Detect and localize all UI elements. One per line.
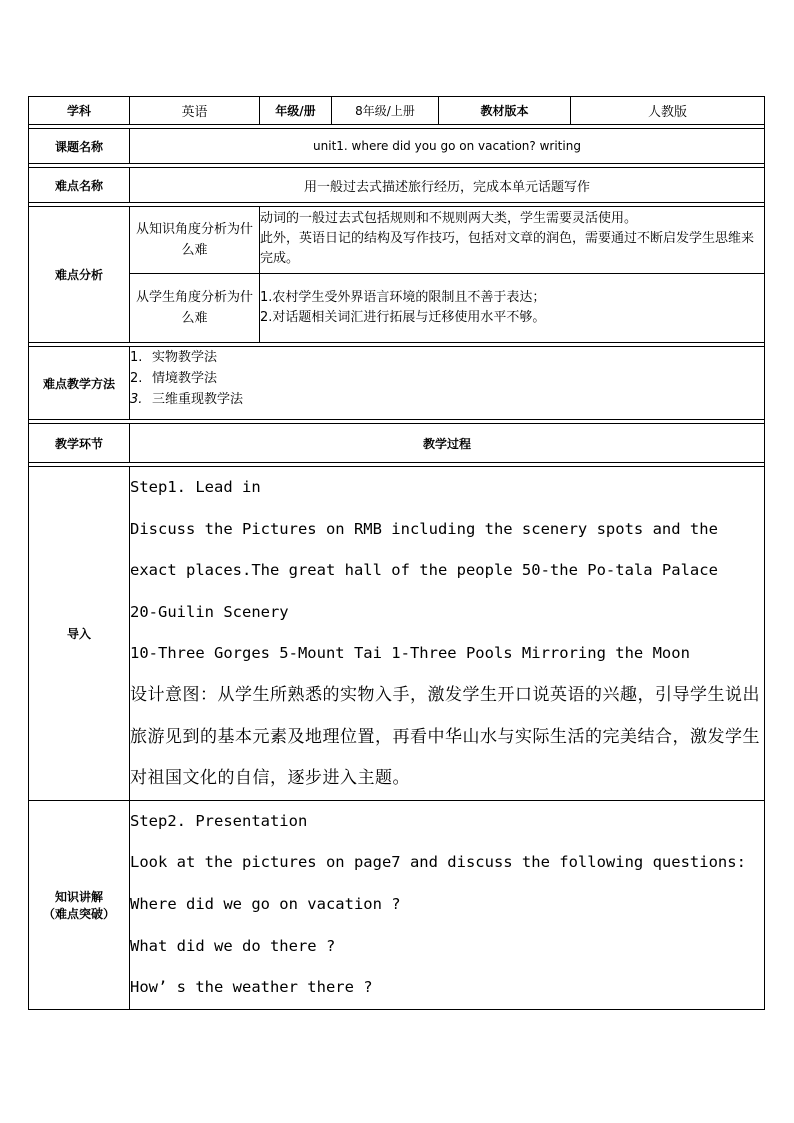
- intro-line: exact places.The great hall of the people 50-the Po-tala Palace: [130, 561, 718, 580]
- header-row: [29, 97, 765, 125]
- list-item-text: 实物教学法: [152, 350, 218, 365]
- knowledge-line: Step2. Presentation: [130, 811, 308, 830]
- list-item-text: 三维重现教学法: [152, 392, 244, 407]
- knowledge-label: [29, 800, 130, 1009]
- knowledge-content: [130, 800, 765, 1009]
- edition-label: 教材版本: [439, 97, 571, 125]
- difficulty-row: [29, 168, 765, 203]
- knowledge-angle-text: [260, 207, 765, 274]
- knowledge-line: Where did we go on vacation ?: [130, 894, 401, 913]
- knowledge-label-line: （难点突破）: [42, 906, 115, 921]
- student-angle-line: 1.农村学生受外界语言环境的限制且不善于表达；: [260, 290, 546, 305]
- process-header-row: [29, 424, 765, 463]
- intro-line: Discuss the Pictures on RMB including the scenery spots and the: [130, 519, 718, 538]
- grade-label: 年级/册: [260, 97, 332, 125]
- intro-line: 20-Guilin Scenery: [130, 602, 289, 621]
- list-item: [130, 347, 764, 368]
- list-item-number: 2.: [130, 371, 143, 386]
- list-item-text: 情境教学法: [152, 371, 218, 386]
- intro-row: [29, 467, 765, 801]
- subject-label: 学科: [29, 97, 130, 125]
- student-angle-label: 从学生角度分析为什么难: [130, 274, 260, 343]
- knowledge-line: Look at the pictures on page7 and discuss the following questions:: [130, 853, 746, 872]
- intro-label: 导入: [29, 467, 130, 801]
- lesson-plan-table: [28, 96, 765, 1010]
- grade-value: 8年级/上册: [332, 97, 439, 125]
- lesson-title: unit1. where did you go on vacation? writing: [130, 129, 765, 164]
- intro-line: Step1. Lead in: [130, 478, 261, 496]
- difficulty-value: 用一般过去式描述旅行经历，完成本单元话题写作: [130, 168, 765, 203]
- methods-row: [29, 347, 765, 420]
- subject-value: 英语: [130, 97, 260, 125]
- student-angle-line: 2.对话题相关词汇进行拓展与迁移使用水平不够。: [260, 310, 546, 325]
- knowledge-line: How’ s the weather there ?: [130, 978, 373, 997]
- lesson-row: [29, 129, 765, 164]
- methods-label: 难点教学方法: [29, 347, 130, 420]
- process-header: 教学过程: [130, 424, 765, 463]
- list-item-number: 1.: [130, 350, 143, 365]
- intro-line: 10-Three Gorges 5-Mount Tai 1-Three Pools Mirroring the Moon: [130, 644, 690, 663]
- analysis-knowledge-row: [29, 207, 765, 274]
- list-item: [130, 368, 764, 389]
- list-item: [130, 389, 764, 410]
- knowledge-angle-line: 此外，英语日记的结构及写作技巧，包括对文章的润色，需要通过不断启发学生思维来完成。: [260, 231, 755, 266]
- knowledge-angle-label: 从知识角度分析为什么难: [130, 207, 260, 274]
- knowledge-label-line: 知识讲解: [54, 889, 103, 904]
- lesson-plan-page: [28, 96, 764, 1010]
- intro-content: [130, 467, 765, 801]
- stage-header: 教学环节: [29, 424, 130, 463]
- knowledge-row: [29, 800, 765, 1009]
- methods-list: [130, 347, 765, 420]
- design-intent-note: 设计意图：从学生所熟悉的实物入手，激发学生开口说英语的兴趣，引导学生说出旅游见到的基本元素及地理位置，再看中华山水与实际生活的完美结合，激发学生对祖国文化的自信，逐步进入主题。: [130, 684, 760, 789]
- analysis-student-row: [29, 274, 765, 343]
- knowledge-line: What did we do there ?: [130, 936, 336, 955]
- list-item-number: 3.: [130, 392, 143, 407]
- student-angle-text: [260, 274, 765, 343]
- edition-value: 人教版: [571, 97, 765, 125]
- difficulty-label: 难点名称: [29, 168, 130, 203]
- analysis-label: 难点分析: [29, 207, 130, 343]
- lesson-label: 课题名称: [29, 129, 130, 164]
- knowledge-angle-line: 动词的一般过去式包括规则和不规则两大类，学生需要灵活使用。: [260, 211, 638, 226]
